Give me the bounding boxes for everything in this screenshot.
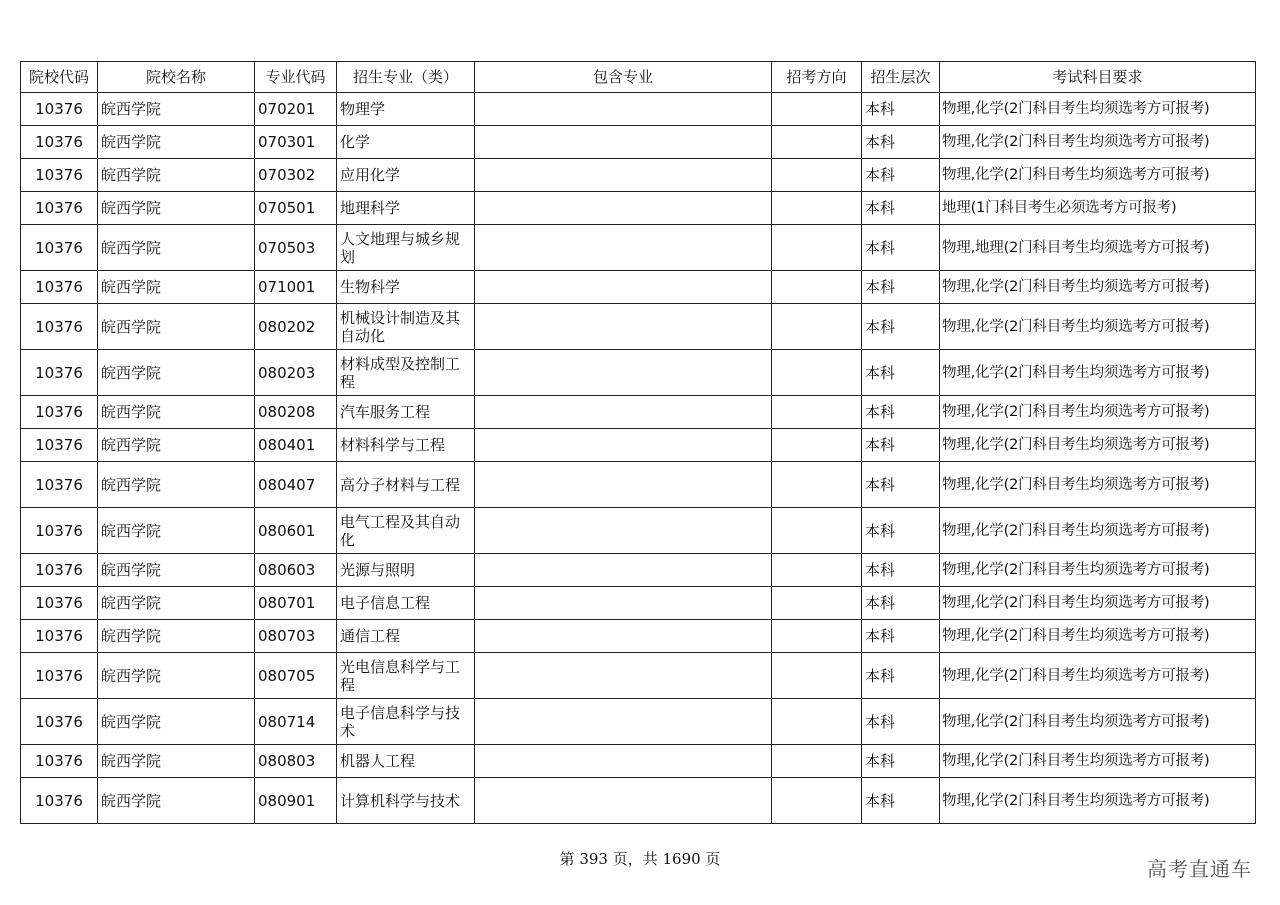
cell-direction xyxy=(772,225,862,271)
cell-school-name: 皖西学院 xyxy=(98,699,255,745)
cell-school-code: 10376 xyxy=(21,304,98,350)
table-row xyxy=(21,429,1256,462)
cell-level: 本科 xyxy=(862,93,940,126)
header-direction: 招考方向 xyxy=(772,62,862,93)
cell-school-name: 皖西学院 xyxy=(98,93,255,126)
cell-major-code: 080703 xyxy=(255,620,337,653)
cell-includes xyxy=(475,653,772,699)
cell-requirement: 物理,化学(2门科目考生均须选考方可报考) xyxy=(940,126,1256,159)
cell-includes xyxy=(475,350,772,396)
cell-major: 通信工程 xyxy=(337,620,475,653)
cell-direction xyxy=(772,620,862,653)
cell-major-code: 070501 xyxy=(255,192,337,225)
cell-includes xyxy=(475,271,772,304)
cell-major: 计算机科学与技术 xyxy=(337,778,475,824)
cell-major-code: 080701 xyxy=(255,587,337,620)
cell-school-code: 10376 xyxy=(21,653,98,699)
cell-direction xyxy=(772,778,862,824)
cell-direction xyxy=(772,159,862,192)
cell-major-code: 080603 xyxy=(255,554,337,587)
cell-major-code: 080202 xyxy=(255,304,337,350)
cell-requirement: 物理,化学(2门科目考生均须选考方可报考) xyxy=(940,93,1256,126)
cell-level: 本科 xyxy=(862,699,940,745)
cell-major: 生物科学 xyxy=(337,271,475,304)
cell-requirement: 物理,化学(2门科目考生均须选考方可报考) xyxy=(940,653,1256,699)
table-header-row xyxy=(21,62,1256,93)
cell-direction xyxy=(772,745,862,778)
table-row xyxy=(21,396,1256,429)
table-row xyxy=(21,554,1256,587)
cell-major: 汽车服务工程 xyxy=(337,396,475,429)
cell-major: 地理科学 xyxy=(337,192,475,225)
table-row xyxy=(21,304,1256,350)
cell-major-code: 080208 xyxy=(255,396,337,429)
cell-level: 本科 xyxy=(862,304,940,350)
cell-level: 本科 xyxy=(862,159,940,192)
cell-requirement: 物理,化学(2门科目考生均须选考方可报考) xyxy=(940,304,1256,350)
cell-school-code: 10376 xyxy=(21,126,98,159)
cell-school-code: 10376 xyxy=(21,462,98,508)
cell-school-name: 皖西学院 xyxy=(98,350,255,396)
cell-requirement: 物理,化学(2门科目考生均须选考方可报考) xyxy=(940,396,1256,429)
cell-major: 机器人工程 xyxy=(337,745,475,778)
cell-major-code: 070302 xyxy=(255,159,337,192)
cell-level: 本科 xyxy=(862,429,940,462)
cell-includes xyxy=(475,192,772,225)
cell-school-name: 皖西学院 xyxy=(98,620,255,653)
table-row xyxy=(21,653,1256,699)
cell-level: 本科 xyxy=(862,271,940,304)
cell-major: 材料科学与工程 xyxy=(337,429,475,462)
cell-direction xyxy=(772,271,862,304)
cell-school-code: 10376 xyxy=(21,587,98,620)
cell-level: 本科 xyxy=(862,620,940,653)
header-major-code: 专业代码 xyxy=(255,62,337,93)
cell-direction xyxy=(772,396,862,429)
cell-requirement: 物理,化学(2门科目考生均须选考方可报考) xyxy=(940,778,1256,824)
cell-major: 人文地理与城乡规划 xyxy=(337,225,475,271)
cell-major: 电子信息工程 xyxy=(337,587,475,620)
header-requirement: 考试科目要求 xyxy=(940,62,1256,93)
cell-school-name: 皖西学院 xyxy=(98,429,255,462)
cell-requirement: 物理,化学(2门科目考生均须选考方可报考) xyxy=(940,350,1256,396)
cell-level: 本科 xyxy=(862,587,940,620)
cell-requirement: 物理,化学(2门科目考生均须选考方可报考) xyxy=(940,508,1256,554)
cell-requirement: 地理(1门科目考生必须选考方可报考) xyxy=(940,192,1256,225)
cell-major-code: 070503 xyxy=(255,225,337,271)
cell-includes xyxy=(475,462,772,508)
table-row xyxy=(21,159,1256,192)
cell-major: 电气工程及其自动化 xyxy=(337,508,475,554)
header-major: 招生专业（类） xyxy=(337,62,475,93)
admission-table xyxy=(20,61,1256,824)
cell-school-code: 10376 xyxy=(21,745,98,778)
cell-requirement: 物理,化学(2门科目考生均须选考方可报考) xyxy=(940,620,1256,653)
cell-school-name: 皖西学院 xyxy=(98,192,255,225)
cell-major: 材料成型及控制工程 xyxy=(337,350,475,396)
cell-school-code: 10376 xyxy=(21,225,98,271)
cell-includes xyxy=(475,699,772,745)
cell-major: 光源与照明 xyxy=(337,554,475,587)
cell-includes xyxy=(475,93,772,126)
cell-includes xyxy=(475,225,772,271)
cell-major: 机械设计制造及其自动化 xyxy=(337,304,475,350)
table-row xyxy=(21,699,1256,745)
cell-level: 本科 xyxy=(862,653,940,699)
cell-includes xyxy=(475,429,772,462)
cell-school-code: 10376 xyxy=(21,699,98,745)
cell-level: 本科 xyxy=(862,745,940,778)
cell-school-name: 皖西学院 xyxy=(98,778,255,824)
cell-major: 高分子材料与工程 xyxy=(337,462,475,508)
cell-school-code: 10376 xyxy=(21,93,98,126)
cell-level: 本科 xyxy=(862,462,940,508)
table-row xyxy=(21,745,1256,778)
cell-includes xyxy=(475,396,772,429)
cell-school-name: 皖西学院 xyxy=(98,304,255,350)
cell-school-name: 皖西学院 xyxy=(98,126,255,159)
cell-direction xyxy=(772,653,862,699)
cell-requirement: 物理,地理(2门科目考生均须选考方可报考) xyxy=(940,225,1256,271)
cell-includes xyxy=(475,745,772,778)
cell-major: 化学 xyxy=(337,126,475,159)
cell-direction xyxy=(772,699,862,745)
cell-major-code: 080601 xyxy=(255,508,337,554)
table-row xyxy=(21,508,1256,554)
cell-level: 本科 xyxy=(862,126,940,159)
cell-school-name: 皖西学院 xyxy=(98,462,255,508)
page-number: 第 393 页，共 1690 页 xyxy=(559,850,721,868)
cell-direction xyxy=(772,126,862,159)
cell-school-code: 10376 xyxy=(21,620,98,653)
cell-requirement: 物理,化学(2门科目考生均须选考方可报考) xyxy=(940,462,1256,508)
cell-level: 本科 xyxy=(862,554,940,587)
cell-requirement: 物理,化学(2门科目考生均须选考方可报考) xyxy=(940,587,1256,620)
cell-major-code: 080407 xyxy=(255,462,337,508)
cell-requirement: 物理,化学(2门科目考生均须选考方可报考) xyxy=(940,554,1256,587)
table-row xyxy=(21,350,1256,396)
cell-direction xyxy=(772,192,862,225)
cell-level: 本科 xyxy=(862,350,940,396)
cell-direction xyxy=(772,350,862,396)
cell-includes xyxy=(475,778,772,824)
cell-major-code: 080803 xyxy=(255,745,337,778)
cell-school-name: 皖西学院 xyxy=(98,271,255,304)
cell-school-code: 10376 xyxy=(21,429,98,462)
cell-includes xyxy=(475,126,772,159)
cell-major: 光电信息科学与工程 xyxy=(337,653,475,699)
cell-includes xyxy=(475,304,772,350)
cell-school-code: 10376 xyxy=(21,192,98,225)
cell-requirement: 物理,化学(2门科目考生均须选考方可报考) xyxy=(940,271,1256,304)
cell-major-code: 080901 xyxy=(255,778,337,824)
cell-school-code: 10376 xyxy=(21,350,98,396)
table-row xyxy=(21,587,1256,620)
cell-major: 物理学 xyxy=(337,93,475,126)
cell-includes xyxy=(475,508,772,554)
cell-direction xyxy=(772,587,862,620)
cell-major-code: 070301 xyxy=(255,126,337,159)
table-row xyxy=(21,620,1256,653)
cell-requirement: 物理,化学(2门科目考生均须选考方可报考) xyxy=(940,745,1256,778)
cell-major-code: 071001 xyxy=(255,271,337,304)
cell-level: 本科 xyxy=(862,396,940,429)
cell-school-name: 皖西学院 xyxy=(98,508,255,554)
cell-major-code: 080203 xyxy=(255,350,337,396)
cell-direction xyxy=(772,462,862,508)
cell-includes xyxy=(475,587,772,620)
cell-major-code: 080705 xyxy=(255,653,337,699)
cell-direction xyxy=(772,554,862,587)
cell-school-name: 皖西学院 xyxy=(98,554,255,587)
cell-level: 本科 xyxy=(862,778,940,824)
cell-school-code: 10376 xyxy=(21,271,98,304)
cell-school-code: 10376 xyxy=(21,508,98,554)
header-school-code: 院校代码 xyxy=(21,62,98,93)
cell-includes xyxy=(475,554,772,587)
cell-major: 应用化学 xyxy=(337,159,475,192)
cell-school-code: 10376 xyxy=(21,554,98,587)
cell-direction xyxy=(772,508,862,554)
table-body xyxy=(21,93,1256,824)
cell-school-name: 皖西学院 xyxy=(98,225,255,271)
table-row xyxy=(21,126,1256,159)
table-row xyxy=(21,93,1256,126)
cell-major-code: 080401 xyxy=(255,429,337,462)
cell-level: 本科 xyxy=(862,508,940,554)
cell-direction xyxy=(772,429,862,462)
cell-major-code: 080714 xyxy=(255,699,337,745)
cell-major-code: 070201 xyxy=(255,93,337,126)
cell-school-code: 10376 xyxy=(21,159,98,192)
cell-school-code: 10376 xyxy=(21,778,98,824)
cell-school-name: 皖西学院 xyxy=(98,587,255,620)
cell-requirement: 物理,化学(2门科目考生均须选考方可报考) xyxy=(940,699,1256,745)
cell-major: 电子信息科学与技术 xyxy=(337,699,475,745)
cell-requirement: 物理,化学(2门科目考生均须选考方可报考) xyxy=(940,159,1256,192)
cell-school-name: 皖西学院 xyxy=(98,653,255,699)
cell-level: 本科 xyxy=(862,192,940,225)
header-school-name: 院校名称 xyxy=(98,62,255,93)
cell-includes xyxy=(475,159,772,192)
table-row xyxy=(21,192,1256,225)
cell-level: 本科 xyxy=(862,225,940,271)
table-row xyxy=(21,462,1256,508)
watermark: 高考直通车 xyxy=(1147,857,1252,881)
cell-direction xyxy=(772,304,862,350)
table-row xyxy=(21,225,1256,271)
cell-school-code: 10376 xyxy=(21,396,98,429)
cell-direction xyxy=(772,93,862,126)
header-level: 招生层次 xyxy=(862,62,940,93)
cell-school-name: 皖西学院 xyxy=(98,159,255,192)
cell-school-name: 皖西学院 xyxy=(98,745,255,778)
table-row xyxy=(21,778,1256,824)
table-row xyxy=(21,271,1256,304)
cell-includes xyxy=(475,620,772,653)
header-includes: 包含专业 xyxy=(475,62,772,93)
cell-requirement: 物理,化学(2门科目考生均须选考方可报考) xyxy=(940,429,1256,462)
cell-school-name: 皖西学院 xyxy=(98,396,255,429)
